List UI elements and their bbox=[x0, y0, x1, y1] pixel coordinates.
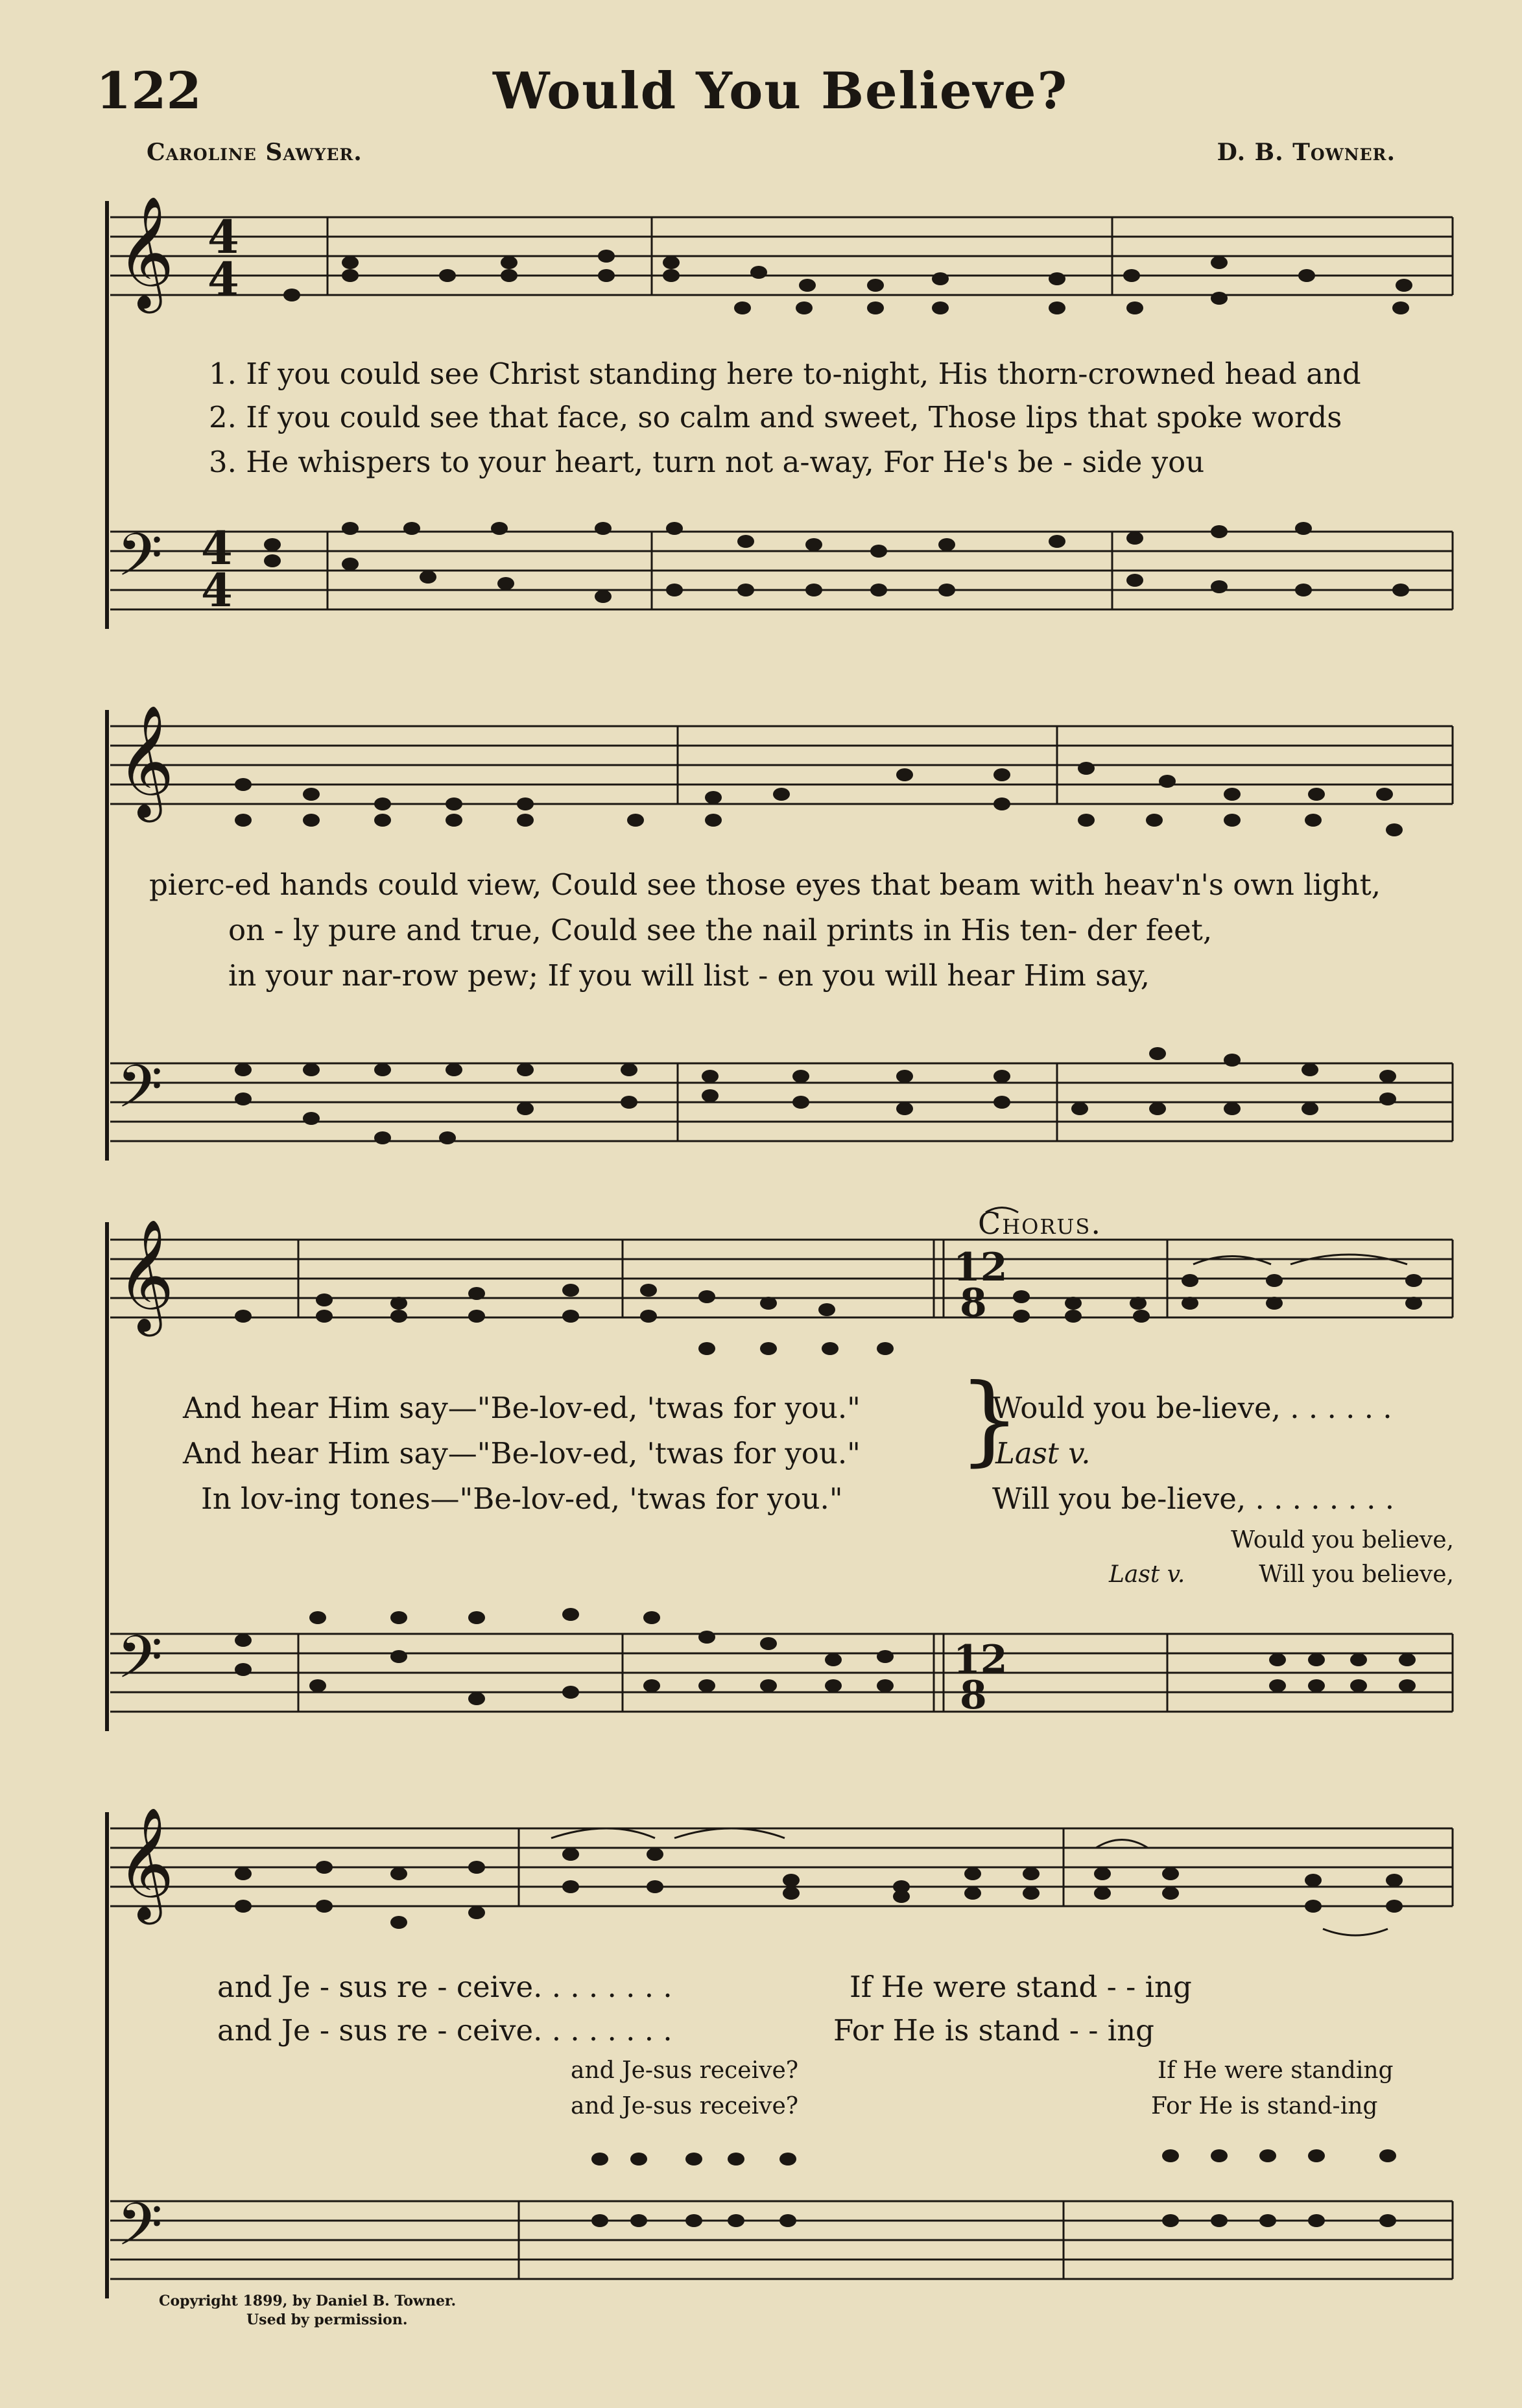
chorus-last-verse-note: Last v. bbox=[995, 1436, 1091, 1470]
verse3-line2: in your nar-row pew; If you will list - en you will hear Him say, bbox=[228, 958, 1150, 993]
chorus-line4b: For He is stand - - ing bbox=[833, 2013, 1154, 2048]
chorus-line4a: and Je - sus re - ceive. . . . . . . . bbox=[217, 2013, 672, 2048]
svg-text:4: 4 bbox=[201, 521, 233, 575]
bass-echo1: and Je-sus receive? bbox=[571, 2057, 799, 2084]
composer-credit: D. B. Towner. bbox=[1217, 139, 1396, 166]
lyricist-credit: Caroline Sawyer. bbox=[147, 139, 363, 166]
verse2-line1: 2. If you could see that face, so calm and sweet, Those lips that spoke words bbox=[209, 400, 1342, 434]
chorus-line3b: If He were stand - - ing bbox=[850, 1970, 1192, 2004]
verse-brace-icon: } bbox=[958, 1363, 1021, 1476]
verse1-line3: And hear Him say—"Be-lov-ed, 'twas for you." bbox=[183, 1391, 861, 1425]
svg-text:8: 8 bbox=[960, 1673, 987, 1718]
verse2-line2: on - ly pure and true, Could see the nail prints in His ten- der feet, bbox=[228, 913, 1213, 947]
bass-echo2: and Je-sus receive? bbox=[571, 2093, 799, 2119]
copyright-notice bbox=[159, 2292, 456, 2329]
svg-text:8: 8 bbox=[960, 1281, 987, 1326]
bass-clef-icon: 𝄢 bbox=[117, 521, 163, 604]
svg-text:𝄞: 𝄞 bbox=[117, 1219, 174, 1332]
chorus-echo-last-note: Last v. bbox=[1109, 1561, 1185, 1588]
treble-clef-icon: 𝄞 bbox=[117, 196, 174, 309]
bass-echo3: If He were standing bbox=[1158, 2057, 1394, 2084]
chorus-echo1: Would you believe, bbox=[1231, 1527, 1454, 1553]
svg-text:𝄢: 𝄢 bbox=[117, 1623, 163, 1706]
chorus-label: Chorus. bbox=[978, 1206, 1102, 1241]
svg-text:12: 12 bbox=[953, 1245, 1008, 1290]
permission-line: Used by permission. bbox=[246, 2311, 408, 2328]
bass-echo4: For He is stand-ing bbox=[1151, 2093, 1378, 2119]
chorus-line1: Would you be-lieve, . . . . . . bbox=[992, 1391, 1392, 1425]
hymn-title: Would You Believe? bbox=[493, 62, 1069, 121]
svg-text:𝄞: 𝄞 bbox=[117, 705, 174, 818]
svg-text:𝄞: 𝄞 bbox=[117, 1807, 174, 1920]
svg-text:4: 4 bbox=[201, 563, 233, 617]
svg-text:𝄢: 𝄢 bbox=[117, 2190, 163, 2273]
svg-text:12: 12 bbox=[953, 1637, 1008, 1682]
chorus-echo2: Will you believe, bbox=[1259, 1561, 1454, 1588]
verse2-line3: And hear Him say—"Be-lov-ed, 'twas for you." bbox=[183, 1436, 861, 1470]
page-number: 122 bbox=[96, 62, 202, 121]
chorus-line2: Will you be-lieve, . . . . . . . . bbox=[992, 1481, 1395, 1516]
chorus-line3a: and Je - sus re - ceive. . . . . . . . bbox=[217, 1970, 672, 2004]
verse3-line1: 3. He whispers to your heart, turn not a-way, For He's be - side you bbox=[209, 445, 1205, 479]
verse1-line2: pierc-ed hands could view, Could see those eyes that beam with heav'n's own light, bbox=[149, 868, 1381, 902]
time-signature-top: 4 bbox=[208, 210, 239, 264]
note-heads bbox=[235, 250, 1422, 2227]
verse3-line3: In lov-ing tones—"Be-lov-ed, 'twas for you." bbox=[201, 1481, 843, 1516]
verse1-line1: 1. If you could see Christ standing here to-night, His thorn-crowned head and bbox=[209, 357, 1361, 391]
time-signature-bottom: 4 bbox=[208, 252, 239, 306]
copyright-line: Copyright 1899, by Daniel B. Towner. bbox=[159, 2293, 457, 2309]
clefs-and-signatures bbox=[117, 196, 1008, 2273]
svg-text:𝄢: 𝄢 bbox=[117, 1052, 163, 1135]
